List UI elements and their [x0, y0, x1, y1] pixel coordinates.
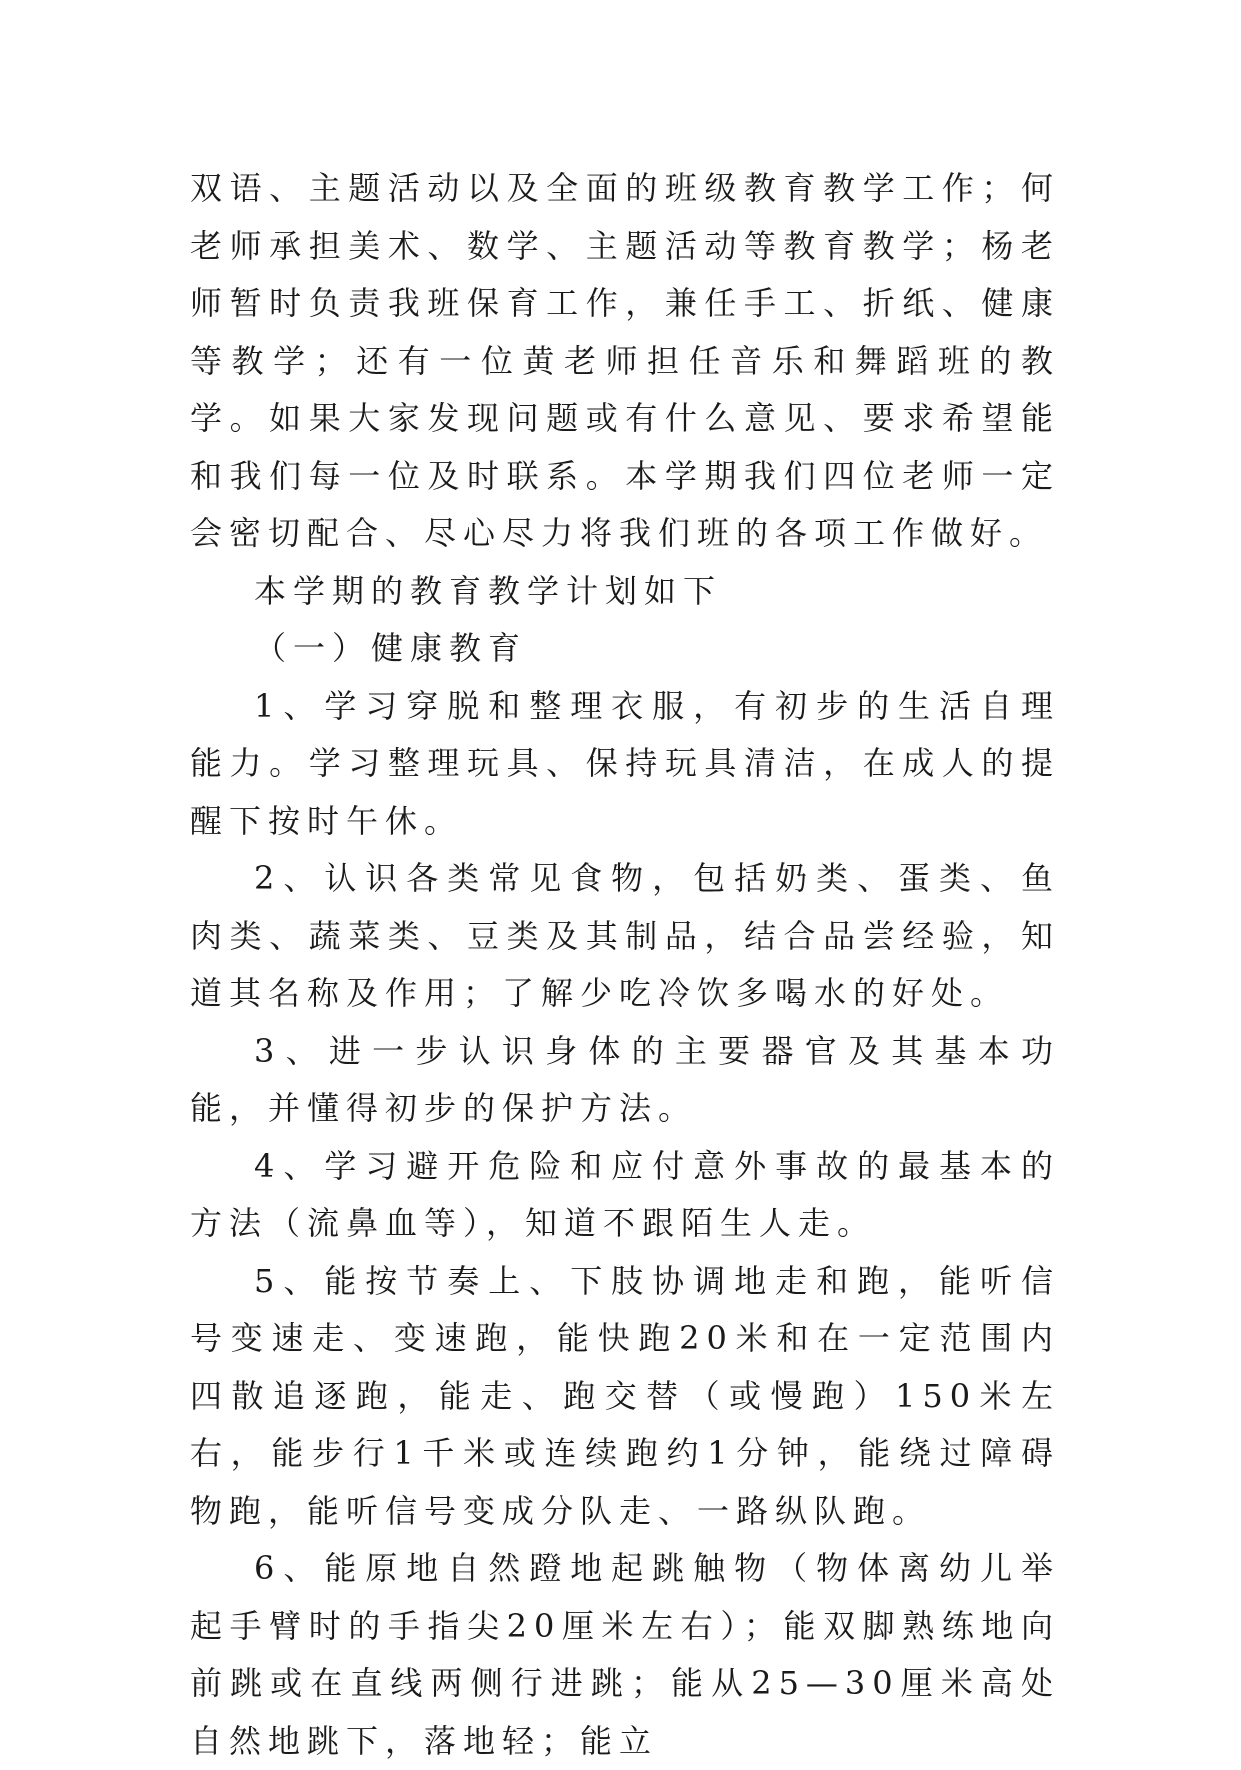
section-heading-health: （一）健康教育 [254, 629, 528, 667]
list-item-2: 2、认识各类常见食物，包括奶类、蛋类、鱼肉类、蔬菜类、豆类及其制品，结合品尝经验，知道其名称及作用；了解少吃冷饮多喝水的好处。 [190, 859, 1060, 1012]
list-item-4: 4、学习避开危险和应付意外事故的最基本的方法（流鼻血等），知道不跟陌生人走。 [190, 1146, 1060, 1242]
list-item-1: 1、学习穿脱和整理衣服，有初步的生活自理能力。学习整理玩具、保持玩具清洁，在成人的提醒下按时午休。 [190, 686, 1060, 840]
paragraph-teacher-duties: 双语、主题活动以及全面的班级教育教学工作；何老师承担美术、数学、主题活动等教育教学；杨老师暂时负责我班保育工作，兼任手工、折纸、健康等教学；还有一位黄老师担任音乐和舞蹈班的教学。如果大家发现问题或有什么意见、要求希望能和我们每一位及时联系。本学期我们四位老师一定会密切配合、尽心尽力将我们班的各项工作做好。 [190, 169, 1060, 552]
list-item-3: 3、进一步认识身体的主要器官及其基本功能，并懂得初步的保护方法。 [190, 1031, 1060, 1127]
document-body [190, 160, 1060, 1770]
list-item-6: 6、能原地自然蹬地起跳触物（物体离幼儿举起手臂时的手指尖20厘米左右）；能双脚熟练地向前跳或在直线两侧行进跳；能从25—30厘米高处自然地跳下，落地轻；能立 [190, 1549, 1060, 1760]
list-item-5: 5、能按节奏上、下肢协调地走和跑，能听信号变速走、变速跑，能快跑20米和在一定范围内四散追逐跑，能走、跑交替（或慢跑）150米左右，能步行1千米或连续跑约1分钟，能绕过障碍物跑，能听信号变成分队走、一路纵队跑。 [190, 1261, 1060, 1530]
paragraph-plan-intro: 本学期的教育教学计划如下 [254, 571, 723, 610]
